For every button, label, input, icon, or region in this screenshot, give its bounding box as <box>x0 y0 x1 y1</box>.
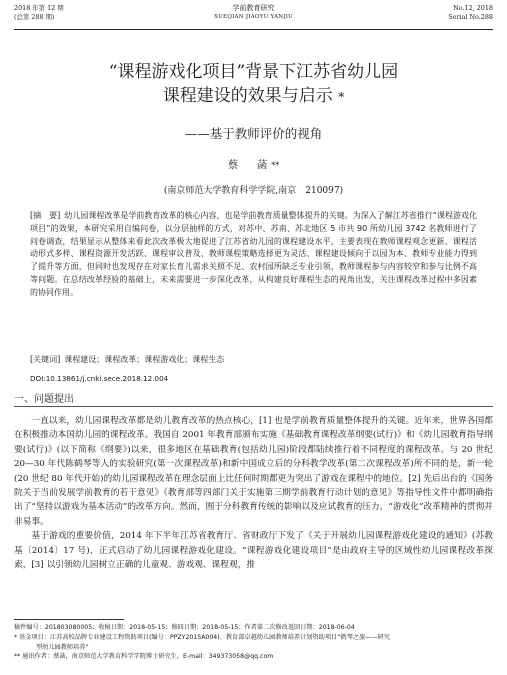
footnote-fund-cont: 型幼儿园教师培养” <box>36 643 89 651</box>
section-divider <box>14 406 493 407</box>
footnote-divider <box>14 619 124 620</box>
body-paragraph: 基于游戏的重要价值，2014 年下半年江苏省教育厅、省财政厅下发了《关于开展幼儿园课程游戏化建设的通知》(苏教基〔2014〕17 号)，正式启动了幼儿园课程游戏化建设。“课程游戏化建设项目”是由政府主导的区域性幼儿园课程改革探索，[3] 以引领幼儿园树立正确的儿童观、游戏观、课程观，推 <box>14 531 493 571</box>
doi: DOI:10.13861/j.cnki.sece.2018.12.004 <box>30 374 169 383</box>
issue-serial-en: Serial No.288 <box>448 13 493 21</box>
abstract-label: [摘 要] <box>30 211 61 220</box>
footnotes <box>14 623 493 662</box>
paper-title <box>0 60 507 109</box>
issue-number-en: No.12, 2018 <box>453 4 493 12</box>
footnote-author: ** 通讯作者：蔡菡，南京师范大学教育科学学院博士研究生，E-mail：349373058@qq.com <box>14 653 274 661</box>
footnote-fund: * 基金项目：江苏高校品牌专业建设工程资助项目(编号：PPZY2015A004)、教育部卓越幼儿园教师培养计划资助项目“鹤琴之旅——研究 <box>14 633 390 641</box>
body-text <box>14 414 493 572</box>
author-footnote-mark: ** <box>271 161 280 170</box>
running-header <box>14 0 493 30</box>
issue-info-en <box>448 4 493 22</box>
abstract <box>30 210 477 300</box>
paper-subtitle: ——基于教师评价的视角 <box>184 126 323 141</box>
footnote-received: 稿件编号：201803080005；收稿日期：2018-05-15；修回日期：2018-05-15；作者第二次修改返回日期：2018-06-04 <box>14 624 355 631</box>
title-line-2-text: 课程建设的效果与启示 <box>162 86 333 106</box>
keywords-text: 课程建设；课程改革；课程游戏化；课程生态 <box>64 355 225 364</box>
issue-serial: (总第 288 期) <box>14 13 55 21</box>
title-line-2 <box>0 84 507 109</box>
body-paragraph: 一直以来，幼儿园课程改革都是幼儿教育改革的热点核心，[1] 也是学前教育质量整体提升的关键。近年来，世界各国都在积极推动本国幼儿园的课程改革。我国自 2001 年教育部颁布实施《基础教育课程改革纲要(试行)》和《幼儿园教育指导纲要(试行)》(以下简称《纲要》)以来，很多地区在基础教育(包括幼儿园)阶段都陆续推行着不同程度的课程改革。与 20 世纪 20—30 年代陈鹤琴等人的实验研究(第一次课程改革)和新中国成立后的分科教学改革(第二次课程改革)所不同的是，新一轮(20 世纪 80 年代开始)的幼儿园课程改革在理念层面上比任何时期都更为突出了游戏在课程中的地位。[2] 先后出台的《国务院关于当前发展学前教育的若干意见》《教育部等四部门关于实施第三期学前教育行动计划的意见》等指导性文件中都明确指出了“坚持以游戏为基本活动”的改革方向。然而，囿于分科教育传统的影响以及应试教育的压力，“游戏化”改革精神的贯彻并非易事。 <box>14 416 493 527</box>
keywords <box>30 354 477 366</box>
title-footnote-mark: * <box>338 90 345 104</box>
author-line <box>0 157 507 172</box>
issue-number: 2018 年第 12 期 <box>14 4 64 12</box>
journal-name <box>14 4 493 22</box>
section-heading: 一、问题提出 <box>14 394 74 405</box>
keywords-label: [关键词] <box>30 355 61 364</box>
journal-name-cn: 学前教育研究 <box>232 4 275 12</box>
journal-name-en: XUEQIAN JIAOYU YANJIU <box>213 14 294 20</box>
abstract-text: 幼儿园课程改革是学前教育改革的核心内容，也是学前教育质量整体提升的关键。为深入了解江苏省推行“课程游戏化项目”的效果，本研究采用自编问卷，以分层抽样的方式，对苏中、苏南、苏北地区 5 市共 90 所幼儿园 3742 名教师进行了问卷调查，结果显示从整体来看此次改革极大地促进了江苏省幼儿园的课程建设水平，主要表现在教师课程观念更新、课程活动形式多样、课程资源开发活跃、课程审议普及、教师课程策略选择更为灵活、课程建设倾向于以园为本、教师专业能力得到了提升等方面，但同时也发现存在对家长育儿需求关照不足、农村园所缺乏专业引领、教师课程参与内容较窄和参与比例不高等问题。在总结改革经验的基础上，未来需要进一步深化改革，从构建良好课程生态的视角出发，关注课程改革过程中多因素的协同作用。 <box>30 211 478 297</box>
title-line-1: “课程游戏化项目”背景下江苏省幼儿园 <box>108 62 399 82</box>
author-name: 蔡 菡 <box>227 159 272 171</box>
author-affiliation: (南京师范大学教育科学学院,南京 210097) <box>163 186 344 196</box>
